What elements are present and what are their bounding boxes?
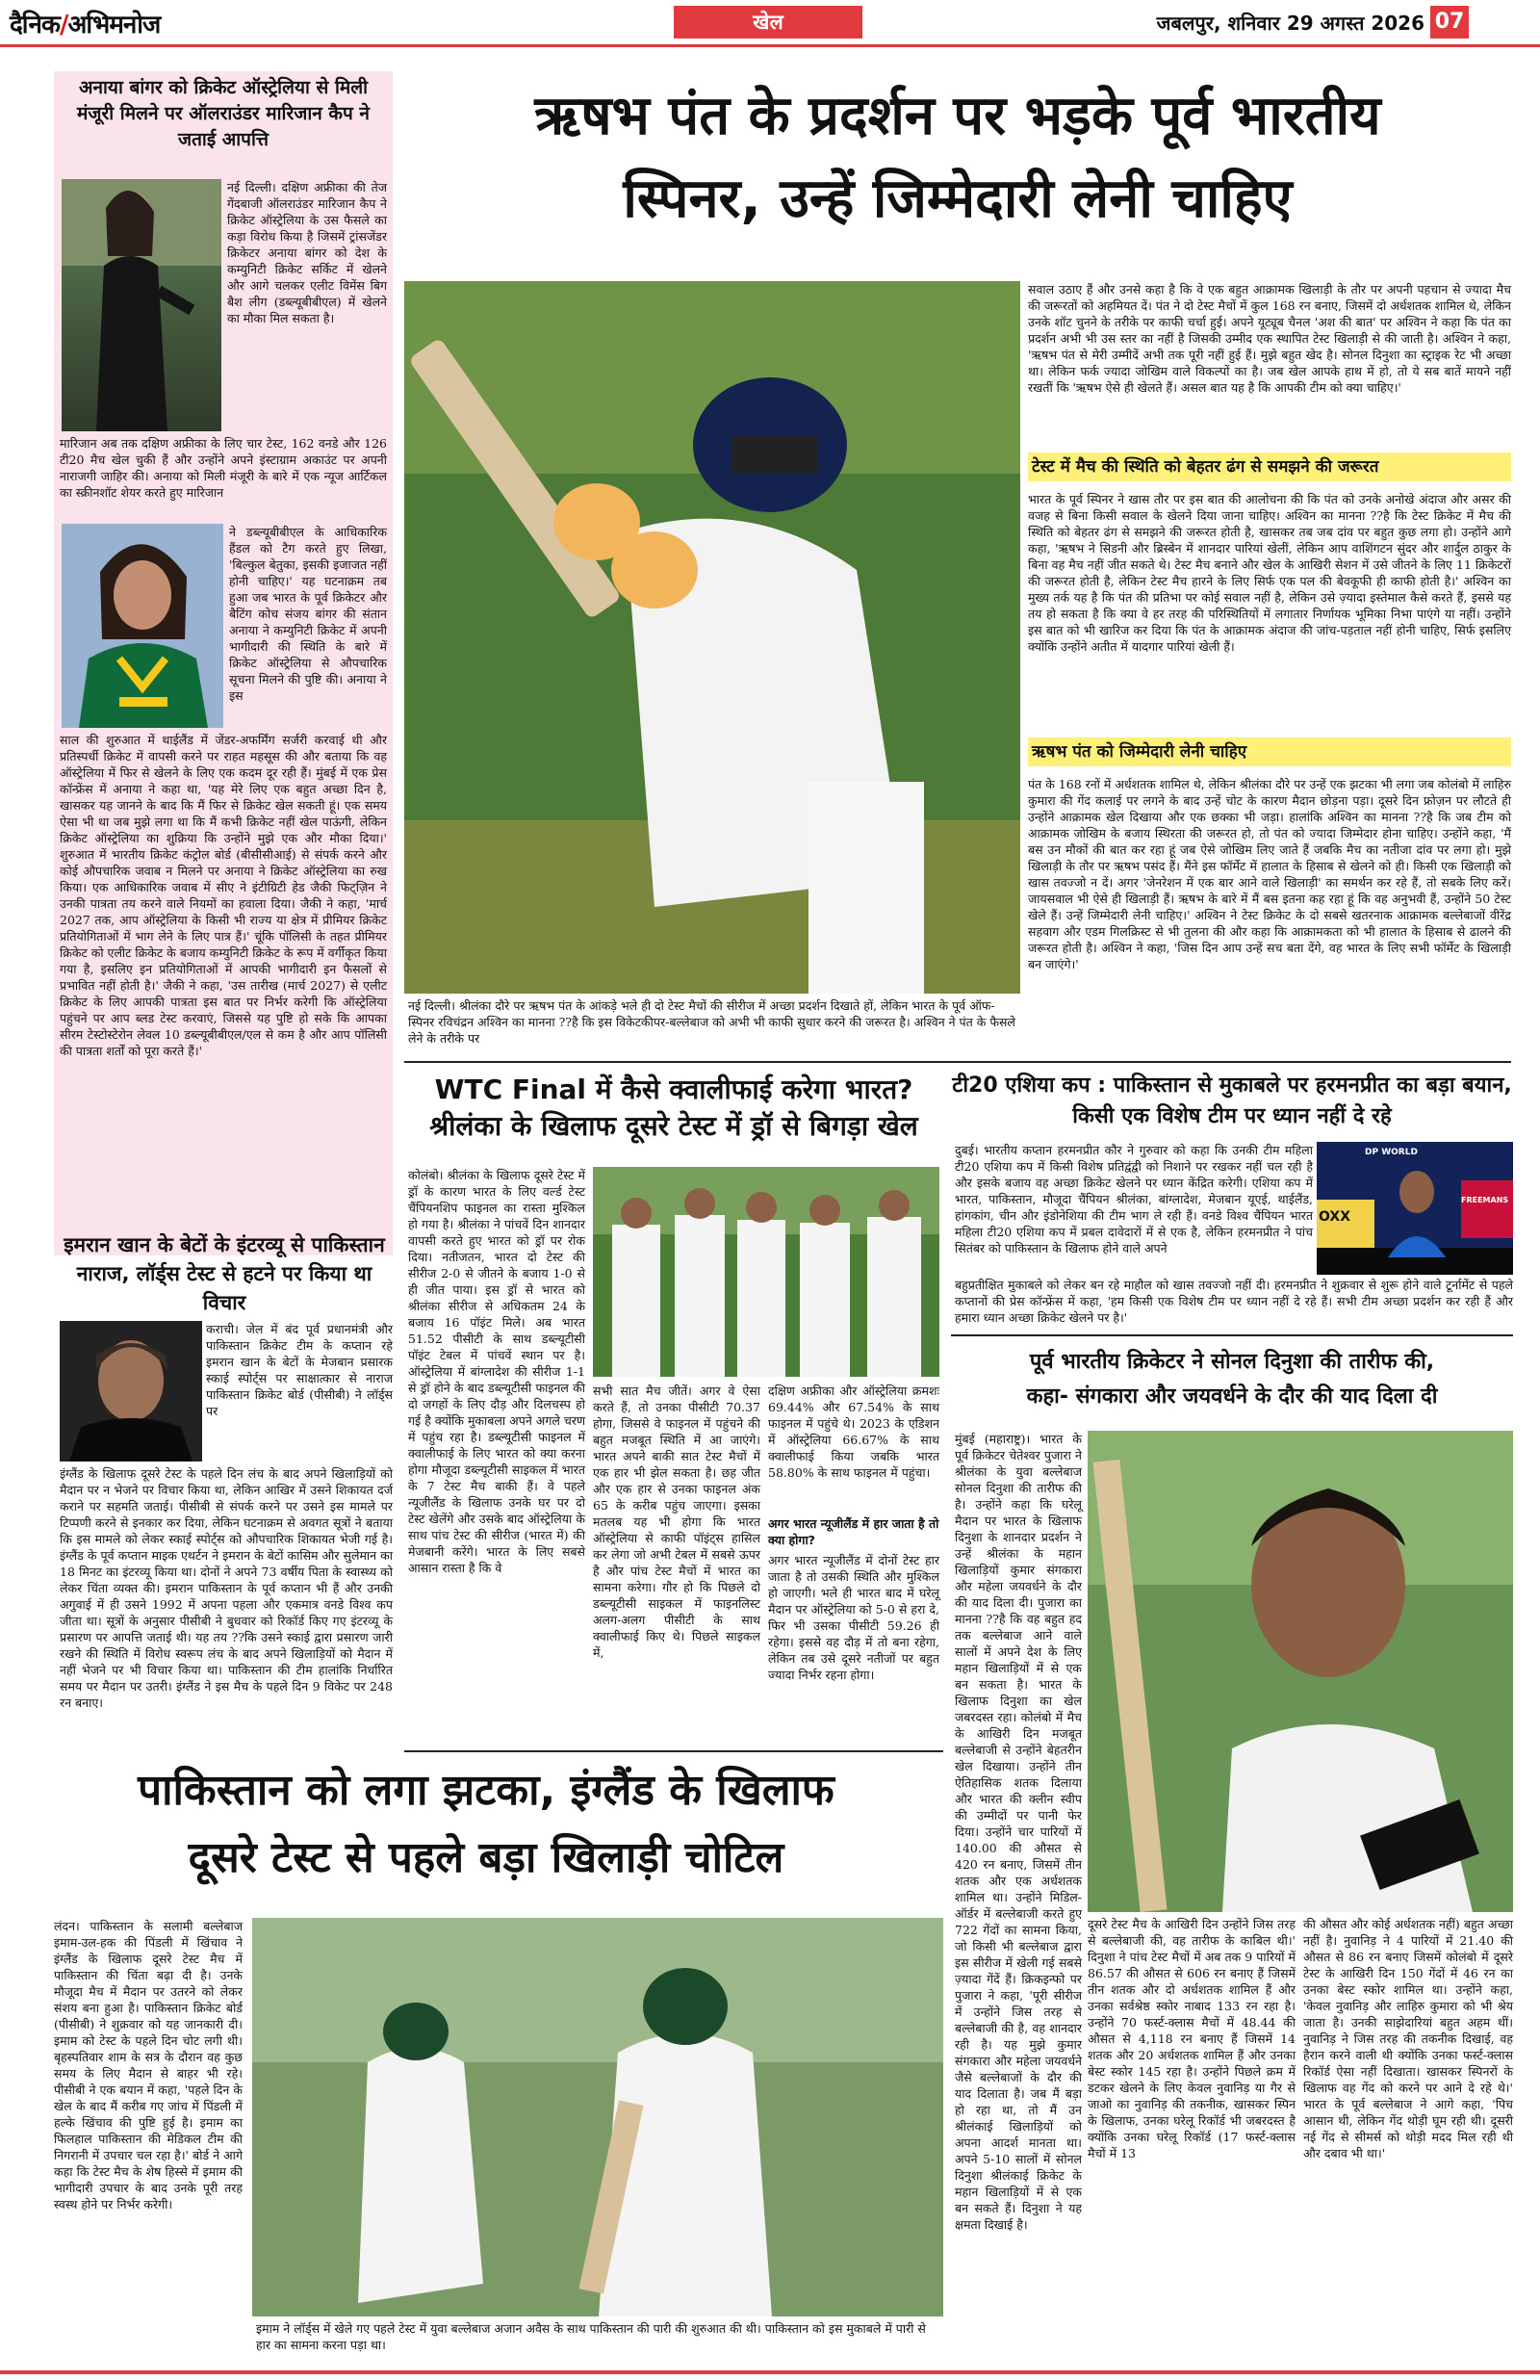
photo-harman-svg (1317, 1142, 1513, 1275)
section-tag (674, 6, 862, 39)
footer-rule (0, 2370, 1540, 2374)
brand-left: दैनिक (10, 11, 60, 39)
wtc-headline-line2: श्रीलंका के खिलाफ दूसरे टेस्ट में ड्रॉ से बिगड़ा खेल (429, 1110, 918, 1142)
imran-wrap-text: कराची। जेल में बंद पूर्व प्रधानमंत्री और पाकिस्तान क्रिकेट टीम के कप्तान रहे इमरान खान के बेटों के मेजबान प्रसारक स्काई स्पोर्ट्स पर साक्षात्कार से नाराज पाकिस्तान क्रिकेट बोर्ड (पीसीबी) ने लॉर्ड्स पर (206, 1322, 393, 1418)
wtc-col-3b: अगर भारत न्यूजीलैंड में दोनों टेस्ट हार जाता है तो उसकी स्थिति और मुश्किल हो जाएगी। भले ही भारत बाद में घरेलू मैदान पर ऑस्ट्रेलिया को 5-0 से हरा दे, फिर भी उसका पीसीटी 59.26 ही रहेगा। इससे वह दौड़ में तो बना रहेगा, लेकिन तब उसे दूसरे नतीजों पर बहुत ज्यादा निर्भर रहना होगा। (768, 1553, 939, 1682)
page-number (1430, 6, 1469, 39)
photo-pant-svg (404, 281, 1020, 994)
pant-photo-caption: नई दिल्ली। श्रीलंका दौरे पर ऋषभ पंत के आंकड़े भले ही दो टेस्ट मैचों की सीरीज में अच्छा प्रदर्शन दिखाते हों, लेकिन भारत के पूर्व ऑफ-स्पिनर रविचंद्रन अश्विन का मानना ??है कि इस विकेटकीपर-बल्लेबाज को अभी भी काफी सुधार करने की जरूरत है। अश्विन ने पंत के फैसले लेने के तरीके पर (408, 998, 1015, 1046)
t20-text: बहुप्रतीक्षित मुकाबले को लेकर बन रहे माहौल को खास तवज्जो नहीं दी। हरमनप्रीत ने शुक्रवार से शुरू होने वाले टूर्नामेंट से पहले कप्तानों की प्रेस कॉन्फ्रेंस में कहा, 'हम किसी एक विशेष टीम पर ध्यान नहीं दे रहे हैं। सभी टीम अच्छा प्रदर्शन कर रही हैं और हमारा ध्यान अच्छा क्रिकेट खेलने पर है।' (955, 1278, 1513, 1325)
pant-headline-line1: ऋषभ पंत के प्रदर्शन पर भड़के पूर्व भारतीय (534, 85, 1381, 147)
pant-col-text-3: पंत के 168 रनों में अर्धशतक शामिल थे, लेकिन श्रीलंका दौरे पर उन्हें एक झटका भी लगा जब कोलंबो में लाहिरु कुमारा की गेंद कलाई पर लगने के बाद उन्हें चोट के कारण मैदान छोड़ना पड़ा। दूसरे दिन फ्रोज़न पर लौटते ही उन्होंने आक्रामक खेल दिखाया और एक छक्का भी जड़ा। हालांकि अश्विन का मानना ??है कि जब टीम को आक्रामक जोखिम के बजाय स्थिरता की जरूरत हो, तो पंत को ज्यादा जिम्मेदार होना चाहिए। उन्होंने कहा, 'मैं बस उन मौकों की बात कर रहा हूं जब ऐसे जोखिम लिए जाते हैं जबकि मैच का नतीजा दांव पर लगा हो। मुझे खिलाड़ी के तौर पर ऋषभ पसंद हैं। मैंने इस फॉर्मेट में हालात के हिसाब से खेलने को ही। किसी एक खिलाड़ी को खास तवज्जो न दें। अगर 'जेनरेशन में एक बार आने वाले खिलाड़ी' का समर्थन कर रहे हैं, तो सबके लिए करें। जायसवाल भी ऐसे ही खिलाड़ी हैं। ऋषभ के बारे में मैं बस इतना कह रहा हूं कि वह अनुभवी हैं, उन्होंने 50 टेस्ट खेले हैं। उन्हें जिम्मेदारी लेनी चाहिए।' अश्विन ने टेस्ट क्रिकेट के दो सबसे खतरनाक आक्रामक बल्लेबाजों वीरेंद्र सहवाग और एडम गिलक्रिस्ट से भी तुलना की और कहा कि आक्रामकता को भी हालात के हिसाब से ढालने की जरूरत होती है। अश्विन ने कहा, 'जिस दिन आप उन्हें सच बता देंगे, वह भारत के लिए सभी फॉर्मेट के खिलाड़ी बन जाएंगे।' (1028, 777, 1511, 971)
section-label: खेल (753, 11, 783, 34)
photo-marizanne-running (62, 179, 221, 431)
t20-wrap-text: दुबई। भारतीय कप्तान हरमनप्रीत कौर ने गुरुवार को कहा कि उनकी टीम महिला टी20 एशिया कप में किसी विशेष प्रतिद्वंद्वी को निशाने पर रखकर नहीं चल रही है और इसके बजाय वह अच्छा क्रिकेट खेलने पर ध्यान केंद्रित करेगी। एशिया कप में भारत, पाकिस्तान, मौजूदा चैंपियन श्रीलंका, बांग्लादेश, मेजबान यूएई, थाईलैंड, हांगकांग, चीन और इंडोनेशिया की टीम भाग ले रही हैं। वनडे विश्व चैंपियन भारत महिला टी20 एशिया कप में प्रबल दावेदारों में से एक है, लेकिन हरमनप्रीत ने पांच सितंबर को पाकिस्तान के खिलाफ होने वाले अपने (955, 1143, 1313, 1255)
dinusha-headline-line1: पूर्व भारतीय क्रिकेटर ने सोनल दिनुशा की तारीफ की, (1029, 1350, 1435, 1374)
pant-headline-line2: स्पिनर, उन्हें जिम्मेदारी लेनी चाहिए (623, 168, 1293, 230)
anaya-wrap-text-2: ने डब्ल्यूबीबीएल के आधिकारिक हैंडल को टैग करते हुए लिखा, 'बिल्कुल बेतुका, इसकी इजाजत नहीं होनी चाहिए।' यह घटनाक्रम तब हुआ जब भारत के पूर्व क्रिकेटर और बैटिंग कोच संजय बांगर की संतान अनाया ने कम्युनिटी क्रिकेट में अपनी भागीदारी की स्थिति के बारे में क्रिकेट ऑस्ट्रेलिया से औपचारिक सूचना मिलने की पुष्टि की। अनाया ने इस (229, 525, 387, 703)
pak-headline-line1: पाकिस्तान को लगा झटका, इंग्लैंड के खिलाफ (138, 1766, 834, 1815)
dateline: जबलपुर, शनिवार 29 अगस्त 2026 (1156, 12, 1424, 35)
pant-subhead-1: टेस्ट में मैच की स्थिति को बेहतर ढंग से समझने की जरूरत (1028, 453, 1511, 481)
photo-marizanne-svg (62, 179, 221, 431)
divider-wtc (404, 1750, 943, 1752)
masthead-rule (0, 44, 1540, 47)
wtc-col-1: कोलंबो। श्रीलंका के खिलाफ दूसरे टेस्ट में ड्रॉ के कारण भारत के लिए वर्ल्ड टेस्ट चैंपियनशिप फाइनल का रास्ता मुश्किल हो गया है। श्रीलंका ने पांचवें दिन शानदार वापसी करते हुए भारत को ड्रॉ पर रोक दिया। नतीजतन, भारत दो टेस्ट की सीरीज 2-0 से जीतने के बजाय 1-0 से ही जीत पाया। इस ड्रॉ से भारत को श्रीलंका सीरीज से अधिकतम 24 के बजाय 16 पॉइंट मिले। अब भारत 51.52 पीसीटी के साथ डब्ल्यूटीसी पॉइंट टेबल में पांचवें स्थान पर है। ऑस्ट्रेलिया में बांग्लादेश की सीरीज 1-1 से ड्रॉ होने के बाद डब्ल्यूटीसी फाइनल की दो जगहों के लिए दौड़ और दिलचस्प हो गई है क्योंकि मुकाबला अपने अगले चरण में पहुंच रहा है। डब्ल्यूटीसी फाइनल में क्वालीफाई के लिए भारत को क्या करना होगा मौजूदा डब्ल्यूटीसी साइकल में भारत के 7 टेस्ट मैच बाकी हैं। वे पहले न्यूजीलैंड के खिलाफ उनके घर पर दो टेस्ट खेलेंगे और उसके बाद ऑस्ट्रेलिया के साथ पांच टेस्ट की सीरीज (भारत में) की मेजबानी करेंगे। भारत के लिए सबसे आसान रास्ता है कि वे (408, 1168, 585, 1575)
dinusha-col-3: की औसत और कोई अर्धशतक नहीं) बहुत अच्छा नहीं है। नुवानिड़ ने 4 पारियों में 21.40 की औसत से 86 रन बनाए जिसमें कोलंबो में दूसरे टेस्ट के आखिरी दिन 150 गेंदों में 46 रन का उनका बेस्ट स्कोर शामिल था। उन्होंने कहा, 'केवल नुवानिड़ और लाहिरु कुमारा को भी श्रेय जाता है। उनकी साझेदारियां बहुत अहम थीं। नुवानिड़ ने जिस तरह की तकनीक दिखाई, वह हैरान करने वाली थी क्योंकि उनका फर्स्ट-क्लास रिकॉर्ड ऐसा नहीं दिखाता। खासकर स्पिनरों के खिलाफ वह गेंद को करने पर आने दे रहे थे।' भारत के पूर्व बल्लेबाज ने आगे कहा, 'पिच आसान थी, लेकिन गेंद थोड़ी घूम रही थी। दूसरी नई गेंद से सीमर्स को थोड़ी मदद मिल रही थी और दबाव भी था।' (1303, 1917, 1513, 2160)
dinusha-col-1: मुंबई (महाराष्ट्र)। भारत के पूर्व क्रिकेटर चेतेश्वर पुजारा ने श्रीलंका के युवा बल्लेबाज सोनल दिनुशा की तारीफ की है। उन्होंने कहा कि घरेलू मैदान पर भारत के खिलाफ दिनुशा के शानदार प्रदर्शन ने उन्हें श्रीलंका के महान खिलाड़ियों कुमार संगकारा और महेला जयवर्धने के दौर की याद दिला दी। पुजारा का मानना ??है कि वह बहुत हद तक बल्लेबाज आने वाले सालों में अपने देश के लिए महान खिलाड़ियों में से एक बन सकता है। भारत के खिलाफ दिनुशा का खेल जबरदस्त रहा। कोलंबो में मैच के आखिरी दिन मजबूत बल्लेबाजी से उन्होंने बेहतरीन खेल दिखाया। उन्होंने तीन ऐतिहासिक शतक दिलाया और भारत की क्लीन स्वीप की उम्मीदों पर पानी फेर दिया। उन्होंने चार पारियों में 140.00 की औसत से 420 रन बनाए, जिसमें तीन शतक और एक अर्धशतक शामिल था। उन्होंने मिडिल-ऑर्डर में बल्लेबाजी करते हुए 722 गेंदों का सामना किया, जो किसी भी बल्लेबाज द्वारा इस सीरीज में खेली गई सबसे ज़्यादा गेंदें हैं। क्रिकइन्फो पर पुजारा ने कहा, 'पूरी सीरीज में उन्होंने जिस तरह से बल्लेबाजी की है, वह शानदार रही है। यह मुझे कुमार संगकारा और महेला जयवर्धने जैसे बल्लेबाजों के दौर की याद दिलाता है। जब मैं बड़ा हो रहा था, तो मैं उन श्रीलंकाई खिलाड़ियों को अपना आदर्श मानता था। अपने 5-10 सालों में सोनल दिनुशा श्रीलंकाई क्रिकेट के महान खिलाड़ियों में से एक बन सकते हैं। दिनुशा ने यह क्षमता दिखाई है। (955, 1432, 1082, 2232)
wtc-col-2: सभी सात मैच जीतें। अगर वे ऐसा करते हैं, तो उनका पीसीटी 70.37 होगा, जिससे वे फाइनल में पहुंचने की बहुत मजबूत स्थिति में आ जाएंगे। भारत अपने बाकी सात टेस्ट मैचों में एक हार भी झेल सकता है। छह जीत और एक हार से उनका फाइनल अंक 65 के करीब पहुंच जाएगा। इसका मतलब यह भी होगा कि भारत ऑस्ट्रेलिया से काफी पॉइंट्स हासिल कर लेगा जो अभी टेबल में सबसे ऊपर है और पांच टेस्ट मैचों में भारत का सामना करेगा। गौर हो कि पिछले दो डब्ल्यूटीसी साइकल में फाइनलिस्ट अलग-अलग पीसीटी के साथ क्वालीफाई किए थे। पिछले साइकल में, (593, 1384, 760, 1660)
pak-photo-caption: इमाम ने लॉर्ड्स में खेले गए पहले टेस्ट में युवा बल्लेबाज अजान अवैस के साथ पाकिस्तान की पारी की शुरुआत की थी। पाकिस्तान को इस मुकाबले में पारी से हार का सामना करना पड़ा था। (256, 2321, 926, 2352)
divider-main (404, 1061, 1511, 1063)
sidebar-story-anaya-headline: अनाया बांगर को क्रिकेट ऑस्ट्रेलिया से मिली मंजूरी मिलने पर ऑलराउंडर मारिजान कैप ने जताई आपत्ति (77, 77, 370, 150)
pak-col-1: लंदन। पाकिस्तान के सलामी बल्लेबाज इमाम-उल-हक की पिंडली में खिंचाव ने इंग्लैंड के खिलाफ दूसरे टेस्ट मैच में पाकिस्तान की चिंता बढ़ा दी है। उनके मौजूदा मैच में मैदान पर उतरने को लेकर संशय बना हुआ है। पाकिस्तान क्रिकेट बोर्ड (पीसीबी) ने शुक्रवार को यह जानकारी दी। इमाम को टेस्ट के पहले दिन चोट लगी थी। बृहस्पतिवार शाम के सत्र के दौरान वह कुछ समय के लिए मैदान से बाहर भी रहे। पीसीबी ने एक बयान में कहा, 'पहले दिन के खेल के बाद मैं करीब गए जांच में पिंडली में हल्के खिंचाव की पुष्टि हुई है। इमाम का फिलहाल पाकिस्तान की मेडिकल टीम की निगरानी में उपचार चल रहा है।' बोर्ड ने आगे कहा कि टेस्ट मैच के शेष हिस्से में इमाम की भागीदारी उपचार के बाद उनके पूरी तरह स्वस्थ होने पर निर्भर करेगी। (54, 1919, 243, 2212)
photo-pak-svg (252, 1918, 943, 2316)
dinusha-col-2: दूसरे टेस्ट मैच के आखिरी दिन उन्होंने जिस तरह से बल्लेबाजी की, वह तारीफ के काबिल थी।' दिनुशा ने पांच टेस्ट मैचों में अब तक 9 पारियों में 86.57 की औसत से 606 रन बनाए हैं जिसमें तीन शतक और दो अर्धशतक शामिल हैं और उनका सर्वश्रेष्ठ स्कोर नाबाद 133 रन रहा है। उन्होंने 70 फर्स्ट-क्लास मैचों में 48.44 की औसत से 4,118 रन बनाए हैं जिसमें 14 शतक और 20 अर्धशतक शामिल हैं और उनका बेस्ट स्कोर 145 रहा है। उन्होंने पिछले क्रम में डटकर खेलने के लिए केवल नुवानिड़ या गैर से जाओ का नुवानिड़ की तकनीक, खासकर स्पिन के खिलाफ, उनका घरेलू रिकॉर्ड भी जबरदस्त है क्योंकि उनका घरेलू रिकॉर्ड (17 फर्स्ट-क्लास मैचों में 13 (1088, 1917, 1296, 2160)
photo-imran-svg (60, 1321, 202, 1462)
photo-team-svg (593, 1167, 939, 1377)
photo-sonal-dinusha (1088, 1431, 1513, 1912)
wtc-col-3: दक्षिण अफ्रीका और ऑस्ट्रेलिया क्रमशः 69.44% और 67.54% के साथ फाइनल में पहुंचे थे। 2023 के एडिशन में ऑस्ट्रेलिया 66.67% के साथ क्वालीफाई किया जबकि भारत 58.80% के साथ फाइनल में पहुंचा। (768, 1384, 939, 1480)
masthead (0, 0, 1540, 44)
anaya-wrap-text: नई दिल्ली। दक्षिण अफ्रीका की तेज गेंदबाजी ऑलराउंडर मारिजान कैप ने क्रिकेट ऑस्ट्रेलिया के उस फैसले का कड़ा विरोध किया है जिसमें ट्रांसजेंडर क्रिकेटर अनाया बांगर को देश के कम्युनिटी क्रिकेट सर्किट में खेलने और आगे चलकर एलीट विमेंस बिग बैश लीग (डब्ल्यूबीबीएल) में खेलने का मौका मिल सकता है। (227, 180, 387, 325)
photo-portrait-svg (62, 524, 223, 728)
divider-t20 (951, 1334, 1513, 1336)
anaya-text-2: साल की शुरुआत में थाईलैंड में जेंडर-अफर्मिंग सर्जरी करवाई थी और प्रतिस्पर्धी क्रिकेट में वापसी करने पर राहत महसूस की और बताया कि वह ऑस्ट्रेलिया में फिर से खेलने के लिए एक कदम दूर रही हैं। मुंबई में एक प्रेस कॉन्फ्रेंस में अनाया ने कहा था, 'यह मेरे लिए एक बहुत अच्छा दिन है, खासकर यह जानने के बाद कि मैं फिर से क्रिकेट खेल सकती हूं। एक समय ऐसा भी था जब मुझे लगा था कि मैं कभी क्रिकेट नहीं खेल पाऊंगी, लेकिन क्रिकेट ऑस्ट्रेलिया का शुक्रिया कि उन्होंने मुझे एक और मौका दिया।' शुरुआत में भारतीय क्रिकेट कंट्रोल बोर्ड (बीसीसीआई) से संपर्क करने और कोई औपचारिक जवाब न मिलने पर अनाया ने क्रिकेट ऑस्ट्रेलिया का रुख किया। एक आधिकारिक जवाब में सीए ने इंटीग्रिटी हेड जैकी फिट्ज़िन ने उनकी पात्रता तय करने वाले नियमों का हवाला दिया। जैकी ने कहा, 'मार्च 2027 तक, आप ऑस्ट्रेलिया के किसी भी राज्य या क्षेत्र में प्रीमियर क्रिकेट प्रतियोगिताओं में भाग लेने के लिए पात्र हैं।' चूंकि पॉलिसी के तहत प्रीमियर क्रिकेट को एलीट क्रिकेट के बजाय कम्युनिटी क्रिकेट के रूप में वर्गीकृत किया गया है, इसलिए इन प्रतियोगिताओं में आपकी भागीदारी इन फैसलों से प्रभावित नहीं होती है।' जैकी ने कहा, 'उस तारीख (मार्च 2027) से एलीट क्रिकेट के लिए आपकी पात्रता इस बात पर निर्भर करेगी कि ऑस्ट्रेलिया पहुंचने पर आप ब्लड टेस्ट करवाएं, जिससे यह पुष्टि हो सके कि आपका सीरम टेस्टोस्टेरोन लेवल 10 डब्ल्यूबीबीएल/एल से कम है और आप पॉलिसी की पात्रता शर्तों को पूरा करते हैं।' (60, 733, 387, 1058)
photo-marizanne-portrait (62, 524, 223, 728)
brand-right: अभिमनोज (67, 11, 161, 39)
wtc-headline-line1: WTC Final में कैसे क्वालीफाई करेगा भारत? (434, 1074, 913, 1105)
photo-sign-text-2: OXX (1319, 1209, 1350, 1225)
photo-india-team (593, 1167, 939, 1377)
anaya-text-1: मारिजान अब तक दक्षिण अफ्रीका के लिए चार टेस्ट, 162 वनडे और 126 टी20 मैच खेल चुकी हैं और उन्होंने अपने इंस्टाग्राम अकाउंट पर अपनी नाराजगी जाहिर की। अनाया को मिली मंजूरी के बारे में एक न्यूज आर्टिकल का स्क्रीनशॉट शेयर करते हुए मारिजान (60, 436, 387, 500)
page-number-label: 07 (1434, 10, 1465, 34)
wtc-subhead: अगर भारत न्यूजीलैंड में हार जाता है तो क्या होगा? (768, 1516, 939, 1547)
pant-col-text-2: भारत के पूर्व स्पिनर ने खास तौर पर इस बात की आलोचना की कि पंत को उनके अनोखे अंदाज और असर की वजह से बिना किसी सवाल के खेलने दिया जाना चाहिए। अश्विन का मानना ??है कि टेस्ट क्रिकेट में मैच की स्थिति को बेहतर ढंग से समझने की जरूरत होती है, खासकर तब जब दांव पर बहुत कुछ लगा हो। उन्होंने आगे कहा, 'ऋषभ ने सिडनी और ब्रिस्बेन में शानदार पारियां खेलीं, लेकिन आप वाशिंगटन सुंदर और शार्दुल ठाकुर के बिना वह मैच नहीं जीत सकते थे। टेस्ट मैच बनाने और खेल के आखिरी सेशन में उसे जीतने के लिए 11 क्रिकेटरों की जरूरत होती है, लेकिन टेस्ट मैच हारने के लिए सिर्फ एक पल की बेवकूफी ही काफी होती है।' अश्विन का मुख्य तर्क यह है कि पंत की प्रतिभा पर कोई सवाल नहीं है, लेकिन उसे ज़्यादा इस्तेमाल कैसे करते हैं, इससे यह तय हो सकता है कि क्या वे हर तरह की परिस्थितियों में लगातार निर्णायक भूमिका निभा पाएंगे या नहीं। उन्होंने इस बात को भी खारिज कर दिया कि पंत के आक्रामक अंदाज की जांच-पड़ताल नहीं होनी चाहिए, सिर्फ इसलिए क्योंकि उन्होंने अतीत में यादगार पारियां खेली हैं। (1028, 492, 1511, 654)
photo-banner-text: DP WORLD (1365, 1148, 1418, 1157)
photo-sign-text: FREEMANS (1461, 1196, 1509, 1204)
pant-subhead-2: ऋषभ पंत को जिम्मेदारी लेनी चाहिए (1028, 737, 1511, 766)
pant-col-text-1: सवाल उठाए हैं और उनसे कहा है कि वे एक बहुत आक्रामक खिलाड़ी के तौर पर अपनी पहचान से ज्यादा मैच की जरूरतों को अहमियत दें। पंत ने दो टेस्ट मैचों में कुल 168 रन बनाए, जिसमें दो अर्धशतक शामिल थे, लेकिन उनके शॉट चुनने के तरीके पर काफी चर्चा हुई। अपने यूट्यूब चैनल 'अश की बात' पर अश्विन ने कहा कि पंत का प्रदर्शन अभी भी उस स्तर का नहीं है जिसकी उम्मीद एक स्थापित टेस्ट खिलाड़ी से की जाती है। अश्विन ने कहा, 'ऋषभ पंत से मेरी उम्मीदें अभी तक पूरी नहीं हुई हैं। मुझे बहुत खेद है। सोनल दिनुशा का स्ट्राइक रेट भी अच्छा था। लेकिन फर्क ज्यादा जोखिम वाले विकल्पों का है। जब खेल आपके हाथ में हो, तो ये सब बातें मायने नहीं रखतीं कि 'ऋषभ ऐसे ही खेलते हैं। असल बात यह है कि आपकी टीम को क्या चाहिए।' (1028, 282, 1511, 395)
photo-pakistan-batters (252, 1918, 943, 2316)
t20-headline: टी20 एशिया कप : पाकिस्तान से मुकाबले पर हरमनप्रीत का बड़ा बयान, किसी एक विशेष टीम पर ध्यान नहीं दे रहे (952, 1074, 1512, 1128)
brand-logo (10, 6, 160, 40)
photo-dinusha-svg (1088, 1431, 1513, 1912)
imran-text: इंग्लैंड के खिलाफ दूसरे टेस्ट के पहले दिन लंच के बाद अपने खिलाड़ियों को मैदान पर न भेजने पर विचार किया था, लेकिन आखिर में उसने शिकायत दर्ज कराने पर सहमति जताई। पीसीबी से संपर्क करने पर उसने इस मामले पर टिप्पणी करने से इनकार कर दिया, लेकिन घटनाक्रम से अवगत सूत्रों ने बताया कि इस मामले को लेकर स्काई स्पोर्ट्स को औपचारिक शिकायत भेजी गई है। इंग्लैंड के पूर्व कप्तान माइक एथर्टन ने इमरान के बेटों कासिम और सुलेमान का 18 मिनट का इंटरव्यू किया था। दोनों ने अपने 73 वर्षीय पिता के स्वास्थ्य को लेकर चिंता व्यक्त की। इमरान पाकिस्तान के पूर्व कप्तान भी हैं और उनकी अगुवाई में ही उसने 1992 में अपना पहला और एकमात्र वनडे विश्व कप जीता था। सूत्रों के अनुसार पीसीबी ने बुधवार को रिकॉर्ड किए गए इंटरव्यू के प्रसारण पर आपत्ति जताई थी। यह तय ??कि उसने स्काई द्वारा प्रसारण जारी रखने की स्थिति में विरोध स्वरूप लंच के बाद अपने खिलाड़ियों को मैदान में नहीं भेजने पर भी विचार किया था। पाकिस्तान की टीम हालांकि निर्धारित समय पर मैदान पर उतरी। इंग्लैंड ने इस मैच के पहले दिन 9 विकेट पर 248 रन बनाए। (60, 1466, 393, 1710)
photo-harmanpreet-press (1317, 1142, 1513, 1275)
photo-rishabh-pant (404, 281, 1020, 994)
brand-slash: / (59, 11, 68, 39)
dinusha-headline-line2: कहा- संगकारा और जयवर्धने के दौर की याद दिला दी (1026, 1384, 1438, 1409)
photo-imran-khan (60, 1321, 202, 1462)
pak-headline-line2: दूसरे टेस्ट से पहले बड़ा खिलाड़ी चोटिल (188, 1833, 784, 1882)
imran-headline: इमरान खान के बेटों के इंटरव्यू से पाकिस्तान नाराज, लॉर्ड्स टेस्ट से हटने पर किया था विचार (64, 1233, 385, 1314)
